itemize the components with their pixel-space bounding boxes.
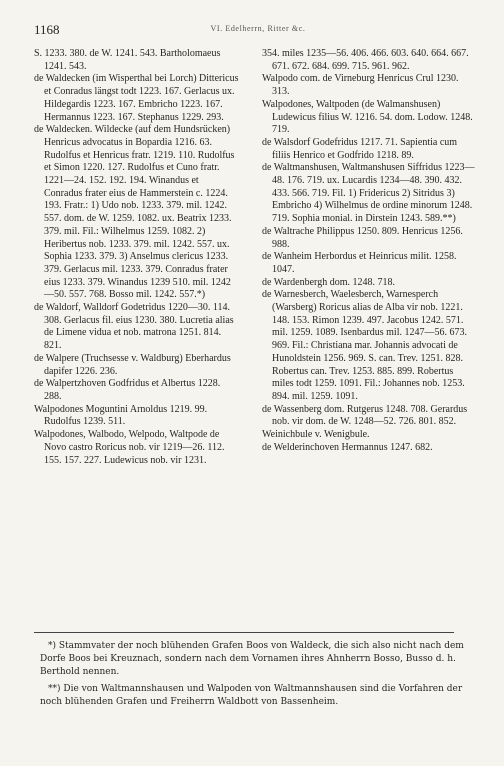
footnotes [40,640,472,713]
index-entry: 354. miles 1235—56. 406. 466. 603. 640. 664. 667. 671. 672. 684. 699. 715. 961. 962. [262,48,469,72]
footnote-divider [34,632,454,633]
index-entry: de Wanheim Herbordus et Heinricus milit. 1258. 1047. [262,251,457,275]
index-entry: de Wassenberg dom. Rutgerus 1248. 708. Gerardus nob. vir dom. de W. 1248—52. 726. 801. 852. [262,403,468,428]
running-head: VI. Edelherrn, Ritter &c. [210,24,306,33]
left-column [34,48,239,467]
index-entry: Walpodo com. de Virneburg Henricus Crul 1230. 313. [262,73,459,98]
index-entry: de Welderinchoven Hermannus 1247. 682. [262,441,433,453]
index-entry: de Waldorf, Walldorf Godetridus 1220—30. 114. 308. Gerlacus fil. eius 1230. 380. Lucretia alias de Limene vidua et nob. matrona 1251. 814. 821. [34,302,234,352]
footnote: **) Die von Waltmannshausen und Walpoden von Waltmannshausen sind die Vorfahren der noch blühenden Grafen und Freiherrn Waldbott von Bassenheim. [40,684,463,707]
index-entry: de Walpere (Truchsesse v. Waldburg) Eberhardus dapifer 1226. 236. [34,352,231,377]
index-entry: de Warnesberch, Waelesberch, Warnesperch (Warsberg) Roricus alias de Alba vir nob. 1221. 148. 153. Rimon 1239. 497. Jacobus 1242. 571. mil. 1259. 1089. Isenbardus mil. 1247—56. 673. 969. Fil.: Christiana mar. Johannis advocati de Hunoldstein 1256. 969. S. can. Trev. 1251. 828. Robertus can. Trev. 1253. 885. 899. Robertus miles todt 1259. 1091. Fil.: Johannes nob. 1253. 894. mil. 1259. 1091. [262,289,467,402]
index-entry: de Waldecken (im Wisperthal bei Lorch) Dittericus et Conradus längst todt 1223. 167. Gerlacus ux. Hildegardis 1223. 167. Embricho 1223. 167. Hermannus 1223. 167. Stephanus 1229. 293. [34,73,239,123]
index-entry: Weinichbule v. Wenigbule. [262,429,370,441]
index-entry: de Waldecken. Wildecke (auf dem Hundsrücken) Henricus advocatus in Bopardia 1216. 63. Rudolfus et Henricus fratr. 1219. 110. Rudolfus et Simon 1220. 127. Rudolfus et Cuno fratr. 1221—24. 152. 192. 194. Winandus et Conradus frater eius de Hammerstein c. 1224. 193. Fratr.: 1) Udo nob. 1233. 379. mil. 1242. 557. dom. de W. 1259. 1082. ux. Beatrix 1233. 379. mil. Fil.: Wilhelmus 1259. 1082. 2) Heribertus nob. 1233. 379. mil. 1242. 557. ux. Sophia 1233. 379. 3) Anselmus clericus 1233. 379. Gerlacus mil. 1233. 379. Conradus frater eius 1233. 379. Winandus 1239 510. mil. 1242—50. 557. 768. Bosso mil. 1242. 557.*) [34,124,235,301]
index-entry: de Wardenbergh dom. 1248. 718. [262,276,395,288]
index-entry: de Walsdorf Godefridus 1217. 71. Sapientia cum filiis Henrico et Godfrido 1218. 89. [262,136,458,161]
index-entry: Walpodones, Walbodo, Welpodo, Waltpode de Novo castro Roricus nob. vir 1219—26. 112. 155. 157. 227. Ludewicus nob. vir 1231. [34,429,225,466]
page-number: 1168 [34,22,60,37]
index-entry: Walpodones, Waltpoden (de Walmanshusen) Ludewicus filius W. 1216. 54. dom. Lodow. 1248. 719. [262,98,473,136]
footnote: *) Stammvater der noch blühenden Grafen Boos von Waldeck, die sich also nicht nach dem Dorfe Boos bei Kreuznach, sondern nach dem Vornamen ihres Ahnherrn Bosso, Busso d. h. Berthold nennen. [40,641,464,677]
index-entry: de Waltmanshusen, Waltmanshusen Siffridus 1223—48. 176. 719. ux. Lucardis 1234—48. 390. 432. 433. 566. 719. Fil. 1) Fridericus 2) Sitridus 3) Embricho 4) Wilhelmus de ordine minorum 1248. 719. Sophia monial. in Dirstein 1243. 589.**) [262,162,475,225]
right-column [262,48,476,455]
page-header [34,22,482,38]
index-entry: de Waltrache Philippus 1250. 809. Henricus 1256. 988. [262,225,463,250]
index-entry: de Walpertzhoven Godfridus et Albertus 1228. 288. [34,378,221,402]
index-entry: S. 1233. 380. de W. 1241. 543. Bartholomaeus 1241. 543. [34,48,221,72]
index-entry: Walpodones Moguntini Arnoldus 1219. 99. Rudolfus 1239. 511. [34,403,208,428]
